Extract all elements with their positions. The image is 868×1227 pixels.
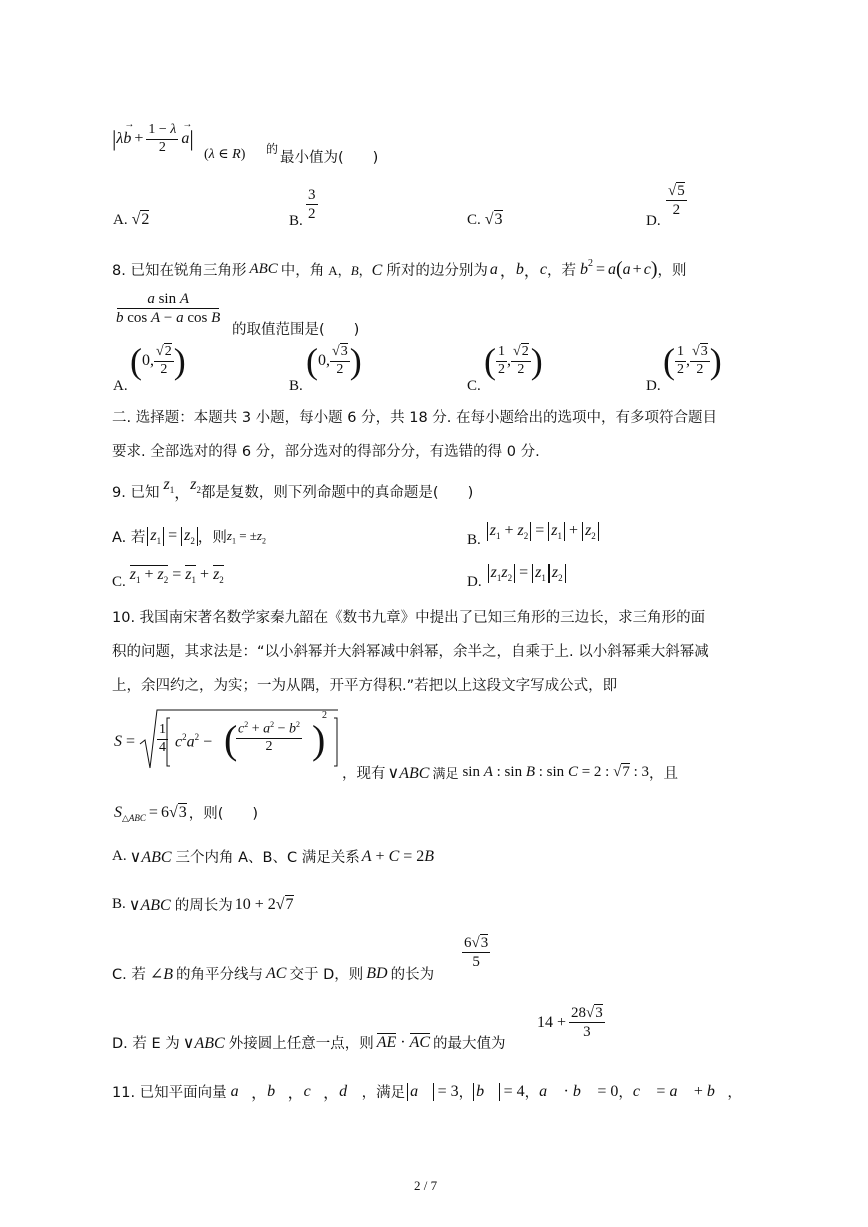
q7-option-b-value: $\frac{3}{2}$ [308,187,316,222]
q11-stem: 11. 已知平面向量 a⃗ ， b⃗ ， c⃗ ， d⃗ ，满足 a⃗ = 3 ， b⃗ = 4 ， a⃗ · b⃗ = 0 ， c⃗ = a⃗ + b⃗ ， [112,1082,742,1102]
q8-option-b-value: ( 0, $\frac{√3}{2}$ ) [306,341,362,381]
q8-stem: 8. 已知在锐角三角形 ABC 中，角 A，B，C 所对的边分别为 a ， b ， c ，若 b 2 = a ( a + c ) ，则 [112,258,687,280]
q9-option-c[interactable]: C. $z_1 + z_2 = z_1 + z_2$ [112,566,224,591]
q10-option-c-value: $\frac{6√3}{5}$ [464,935,489,970]
q9-option-d[interactable]: D. $z_1z_2 = z_1$ $z_2$ [467,564,566,583]
q8-option-d-value: ( $\frac{1}{2}$ , $\frac{√3}{2}$ ) [663,341,722,381]
q8-option-a-value: ( 0, $\frac{√2}{2}$ ) [130,341,186,381]
q7-option-b-label[interactable]: B. [289,213,303,229]
q7-tail-de: 的 [266,142,279,156]
q8-option-b-label[interactable]: B. [289,378,303,394]
q7-option-d-label[interactable]: D. [646,213,661,229]
q10-option-d-value: 14 + $\frac{28√3}{3}$ [537,1005,603,1040]
q7-expression: | λ b → + $\frac{1 - \lambda}{2}$ a → | [112,119,194,155]
q7-option-a[interactable]: A. √2 [113,211,150,228]
q8-option-c-value: ( $\frac{1}{2}$ , $\frac{√2}{2}$ ) [484,341,543,381]
q10-option-b[interactable]: B. ∨ABC 的周长为 10 + 2√7 [112,895,294,914]
q10-line3: 上，余四约之，为实；一为从隅，开平方得积.”若把以上这段文字写成公式，即 [112,678,618,694]
q9-option-a[interactable]: A. 若 $z_1 = z_2$ ，则 $z_1 = \pm z_2$ [112,526,266,547]
q10-option-d[interactable]: D. 若 E 为 ∨ABC 外接圆上任意一点，则 AE · AC 的最大值为 [112,1033,506,1052]
q7-lambda-domain: (λ ∈ R) [204,147,246,162]
q8-option-d-label[interactable]: D. [646,378,661,394]
q7-option-c[interactable]: C. √3 [467,211,503,228]
q8-ask: 的取值范围是( ) [232,322,360,338]
section2-line1: 二. 选择题：本题共 3 小题，每小题 6 分，共 18 分. 在每小题给出的选项中，有多项符合题目 [112,410,717,426]
q7-option-d-value: $\frac{√5}{2}$ [668,183,685,218]
q10-line1: 10. 我国南宋著名数学家秦九韶在《数书九章》中提出了已知三角形的三边长，求三角形的面 [112,610,706,626]
q8-option-a-label[interactable]: A. [113,378,128,394]
q8-option-c-label[interactable]: C. [467,378,481,394]
q10-area: S △ABC = 6√3 ，则( ) [114,803,259,823]
section2-line2: 要求. 全部选对的得 6 分，部分选对的得部分分，有选错的得 0 分. [112,444,540,460]
page-number: 2 / 7 [414,1178,438,1193]
q8-expression: $\frac{\text{a sin A}}{\text{b cos A − a cos B}}$ [116,291,221,326]
q9-stem: 9. 已知 $z_1$ ， $z_2$ 都是复数，则下列命题中的真命题是( ) [112,475,474,502]
q10-given: ，现有 ∨ABC 满足 sin A : sin B : sin C = 2 : √7 : 3 ，且 [342,764,678,782]
q10-option-c[interactable]: C. 若 ∠B 的角平分线与 AC 交于 D，则 BD 的长为 [112,964,435,983]
q10-option-a[interactable]: A. ∨ABC 三个内角 A、B、C 满足关系 A + C = 2B [112,847,435,866]
q7-tail-text: 最小值为( ) [280,150,379,166]
q10-line2: 积的问题，其求法是：“以小斜幂并大斜幂减中斜幂，余半之，自乘于上. 以小斜幂乘大斜幂减 [112,644,709,660]
q9-option-b[interactable]: B. $z_1 + z_2 = z_1 + z_2$ [467,522,599,541]
